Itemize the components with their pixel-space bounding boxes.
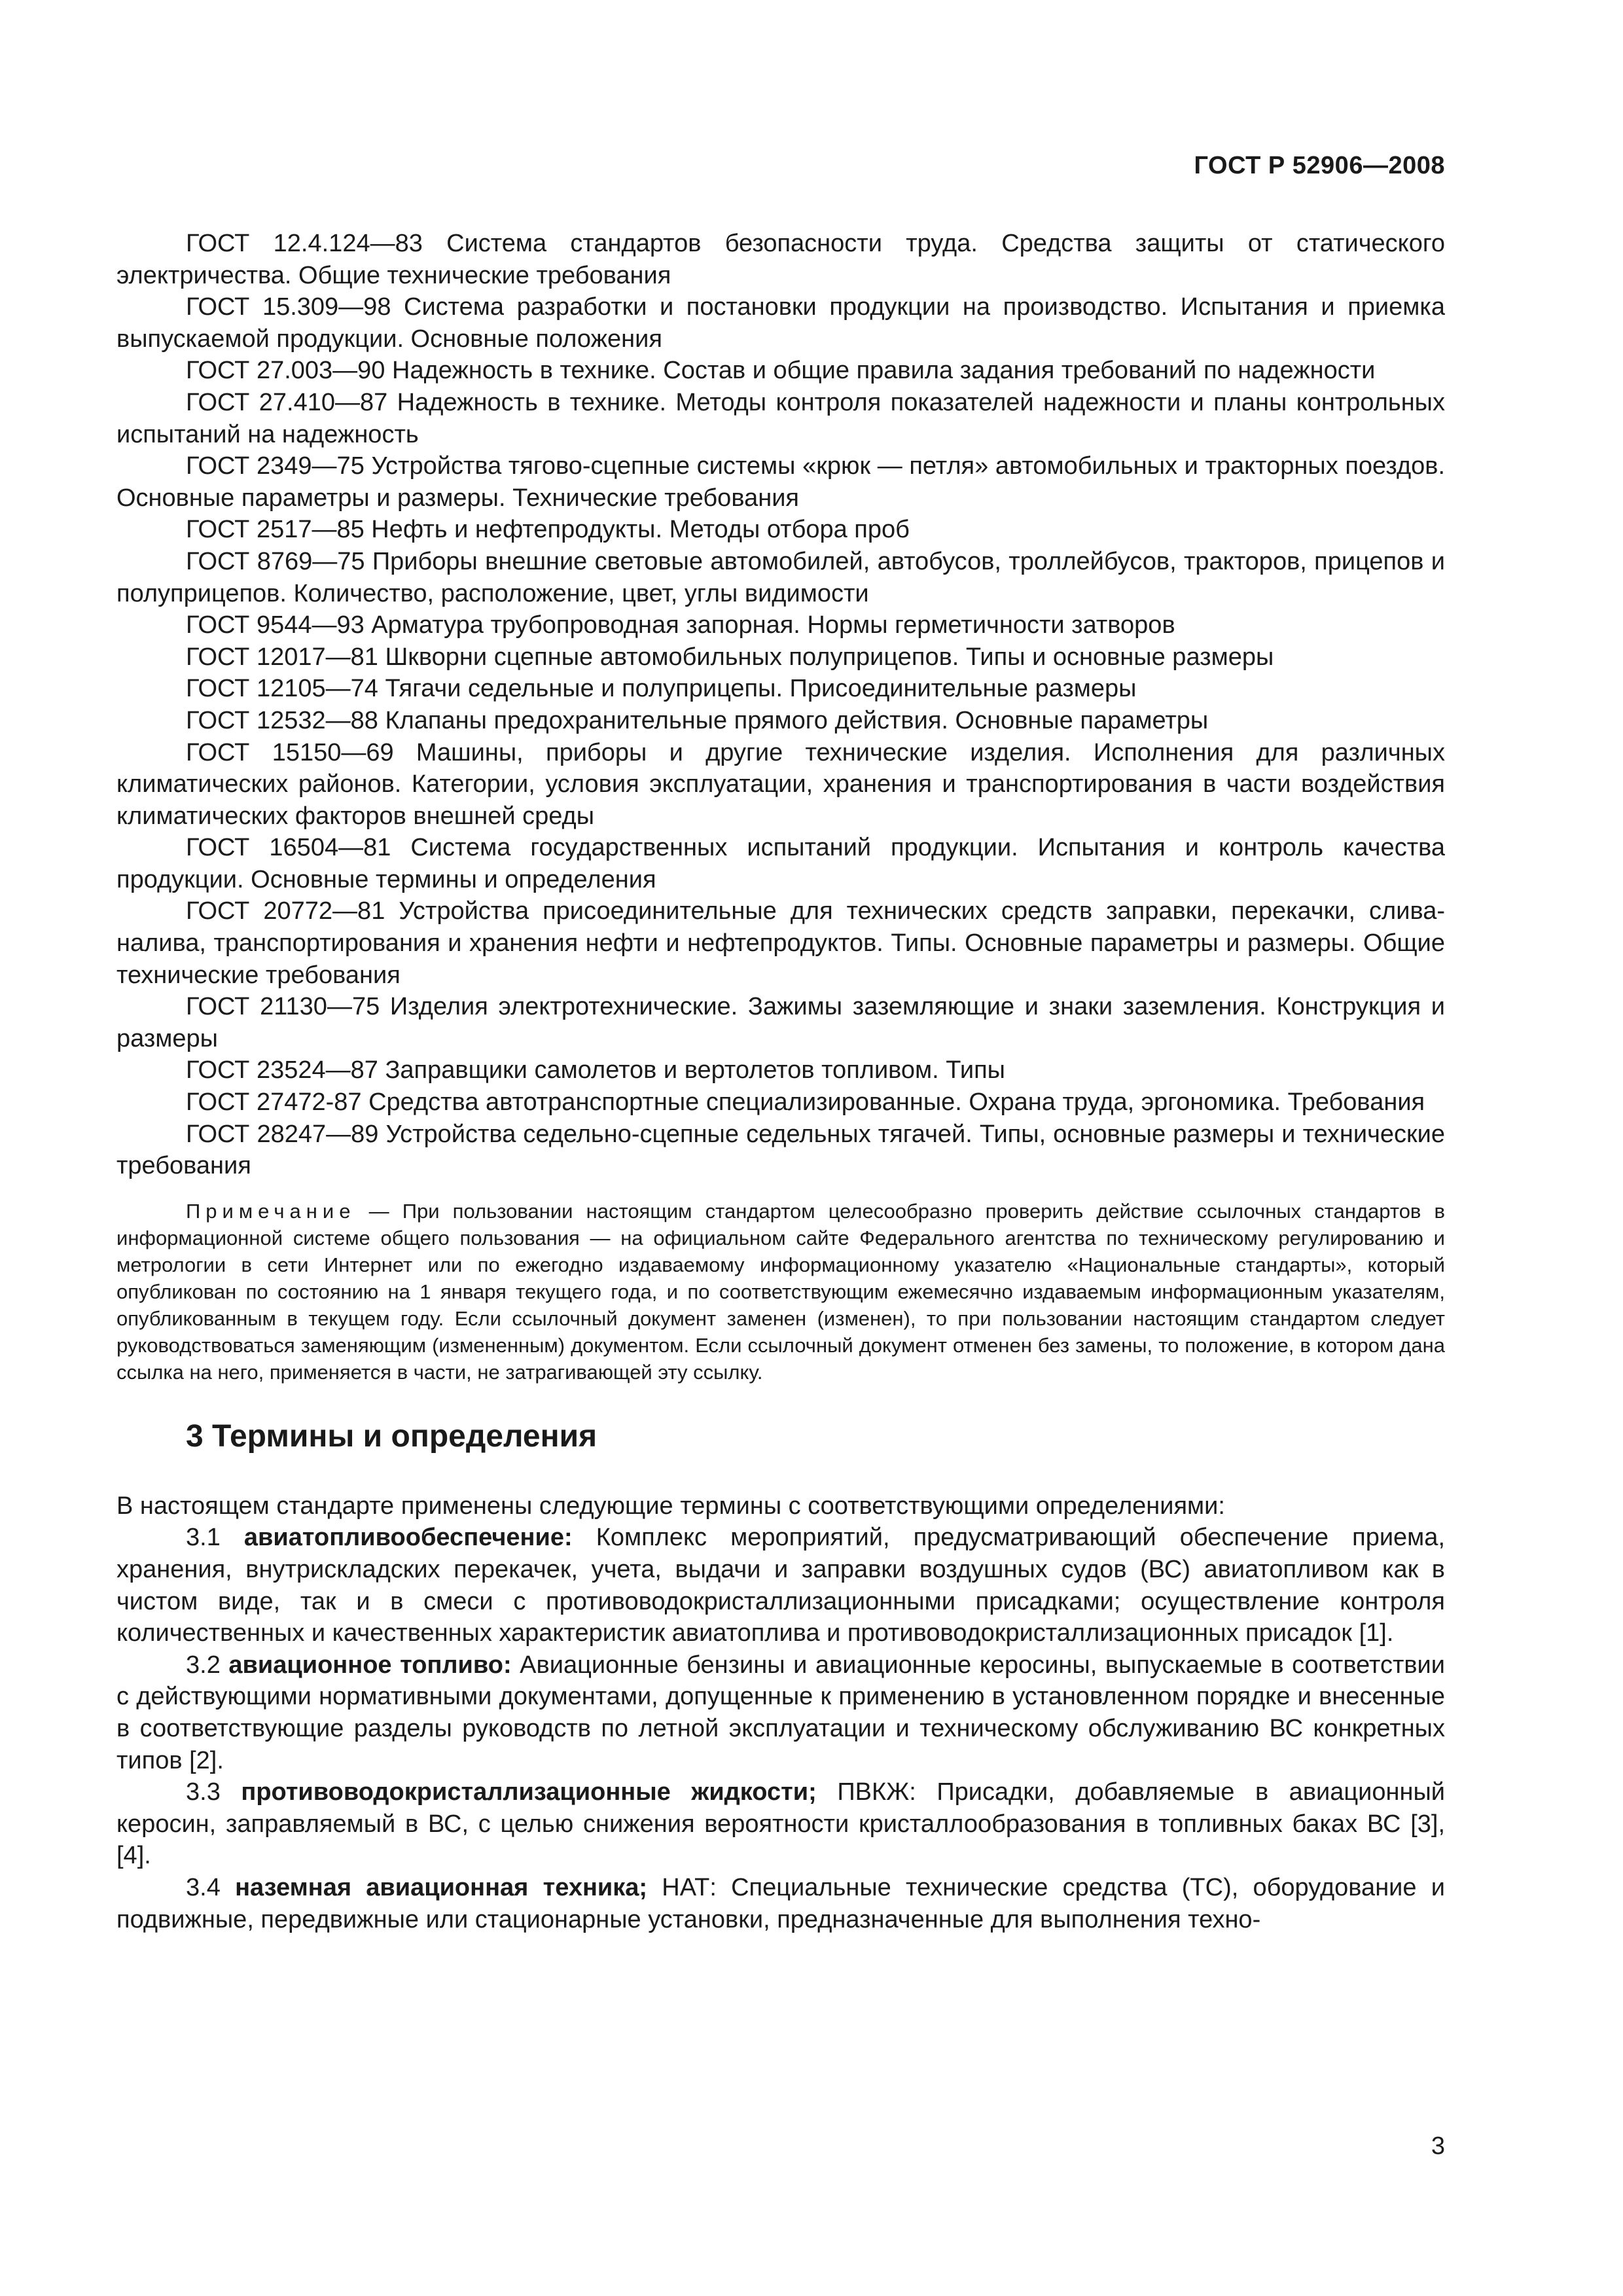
term-item: [116, 1776, 1445, 1872]
term-item: [116, 1872, 1445, 1935]
page-number: 3: [1431, 2132, 1445, 2160]
reference-item: ГОСТ 23524—87 Заправщики самолетов и вертолетов топливом. Типы: [186, 1056, 1005, 1085]
reference-item: ГОСТ 12105—74 Тягачи седельные и полуприцепы. Присоединительные размеры: [186, 675, 1137, 703]
term-number: 3.4: [186, 1873, 221, 1901]
term-item: [116, 1649, 1445, 1776]
reference-item: ГОСТ 12017—81 Шкворни сцепные автомобильных полуприцепов. Типы и основные размеры: [186, 643, 1274, 671]
term-number: 3.3: [186, 1778, 221, 1806]
term-number: 3.2: [186, 1651, 221, 1679]
normative-references-list: [116, 228, 1445, 1182]
reference-item: ГОСТ 9544—93 Арматура трубопроводная запорная. Нормы герметичности затворов: [186, 611, 1175, 639]
terms-list: [116, 1490, 1445, 1935]
section-title: 3 Термины и определения: [186, 1418, 597, 1454]
reference-item: ГОСТ 27.003—90 Надежность в технике. Состав и общие правила задания требований по надежности: [186, 357, 1376, 385]
reference-item: ГОСТ 2517—85 Нефть и нефтепродукты. Методы отбора проб: [186, 516, 910, 544]
term-definition: НАТ: Специальные технические средства (ТС), оборудование и подвижные, передвижные или стационарные установки, предназначенные для выполнения техно-: [116, 1873, 1445, 1933]
note-text: — При пользовании настоящим стандартом целесообразно проверить действие ссылочных стандартов в информационной системе общего пользования — на официальном сайте Федерального агентства по техническому регулированию и метрологии в сети Интернет или по ежегодно издаваемому информационному указателю «Национальные стандарты», который опубликован по состоянию на 1 января текущего года, и по соответствующим ежемесячно издаваемым информационным указателям, опубликованным в текущем году. Если ссылочный документ заменен (изменен), то при пользовании настоящим стандартом следует руководствоваться заменяющим (измененным) документом. Если ссылочный документ отменен без замены, то положение, в котором дана ссылка на него, применяется в части, не затрагивающей эту ссылку.: [116, 1199, 1445, 1384]
terms-intro: В настоящем стандарте применены следующие термины с соответствующими определениями:: [116, 1492, 1225, 1520]
reference-item: ГОСТ 27.410—87 Надежность в технике. Методы контроля показателей надежности и планы контрольных испытаний на надежность: [116, 388, 1445, 448]
term-definition: Комплекс мероприятий, предусматривающий обеспечение приема, хранения, внутрискладских перекачек, учета, выдачи и заправки воздушных судов (ВС) авиатопливом как в чистом виде, так и в смеси с противоводокристаллизационными присадками; осуществление контроля количественных и качественных характеристик авиатоплива и противоводокристаллизационных присадок [1].: [116, 1524, 1446, 1647]
term-name: авиационное топливо:: [228, 1651, 512, 1679]
note-paragraph: [116, 1198, 1445, 1386]
document-code-header: ГОСТ Р 52906—2008: [1194, 152, 1445, 179]
reference-item: ГОСТ 16504—81 Система государственных испытаний продукции. Испытания и контроль качества продукции. Основные термины и определения: [116, 834, 1445, 893]
reference-item: ГОСТ 20772—81 Устройства присоединительные для технических средств заправки, перекачки, слива-налива, транспортирования и хранения нефти и нефтепродуктов. Типы. Основные параметры и размеры. Общие технические требования: [116, 897, 1445, 989]
term-name: авиатопливообеспечение:: [243, 1524, 573, 1552]
note-label: Примечание: [186, 1199, 356, 1223]
reference-item: ГОСТ 8769—75 Приборы внешние световые автомобилей, автобусов, троллейбусов, тракторов, прицепов и полуприцепов. Количество, расположение, цвет, углы видимости: [116, 547, 1445, 607]
reference-item: ГОСТ 12532—88 Клапаны предохранительные прямого действия. Основные параметры: [186, 706, 1209, 734]
reference-item: ГОСТ 15.309—98 Система разработки и постановки продукции на производство. Испытания и приемка выпускаемой продукции. Основные положения: [116, 293, 1445, 353]
term-name: наземная авиационная техника;: [235, 1873, 648, 1901]
term-item: [116, 1522, 1445, 1649]
reference-item: ГОСТ 15150—69 Машины, приборы и другие технические изделия. Исполнения для различных климатических районов. Категории, условия эксплуатации, хранения и транспортирования в части воздействия климатических факторов внешней среды: [116, 738, 1445, 830]
reference-item: ГОСТ 2349—75 Устройства тягово-сцепные системы «крюк — петля» автомобильных и тракторных поездов. Основные параметры и размеры. Технические требования: [116, 452, 1445, 512]
reference-item: ГОСТ 12.4.124—83 Система стандартов безопасности труда. Средства защиты от статического электричества. Общие технические требования: [116, 230, 1445, 289]
term-name: противоводокристаллизационные жидкости;: [241, 1778, 817, 1806]
term-definition: ПВКЖ: Присадки, добавляемые в авиационный керосин, заправляемый в ВС, с целью снижения вероятности кристаллообразования в топливных баках ВС [3], [4].: [116, 1778, 1445, 1870]
page-content: [116, 228, 1445, 1935]
reference-item: ГОСТ 27472-87 Средства автотранспортные специализированные. Охрана труда, эргономика. Требования: [186, 1088, 1425, 1117]
reference-item: ГОСТ 21130—75 Изделия электротехнические. Зажимы заземляющие и знаки заземления. Конструкция и размеры: [116, 993, 1445, 1052]
term-definition: Авиационные бензины и авиационные керосины, выпускаемые в соответствии с действующими нормативными документами, допущенные к применению в установленном порядке и внесенные в соответствующие разделы руководств по летной эксплуатации и техническому обслуживанию ВС конкретных типов [2].: [116, 1651, 1445, 1774]
reference-item: ГОСТ 28247—89 Устройства седельно-сцепные седельных тягачей. Типы, основные размеры и технические требования: [116, 1120, 1445, 1180]
term-number: 3.1: [186, 1524, 221, 1552]
